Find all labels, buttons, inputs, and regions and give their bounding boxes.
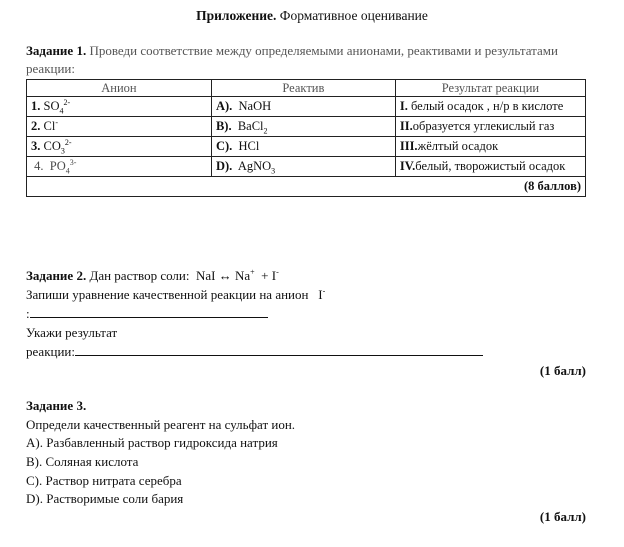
task2-ion: I [318,287,323,302]
task2-line2 [26,285,325,304]
task3-points: (1 балл) [539,509,586,524]
anion-number: 3. [31,139,41,153]
table-row [27,137,586,157]
column-header-result: Результат реакции [395,80,585,97]
result-text: белый осадок , н/р в кислоте [410,99,564,113]
anion-subscript: 4 [59,106,64,116]
reagent-formula: NaOH [238,99,272,113]
reagent-cell [211,97,395,117]
task3-option-d: D). Растворимые соли бария [26,491,184,506]
anion-cell [27,137,212,157]
task2-result-line [26,342,483,361]
anion-charge: - [55,117,58,127]
anion-subscript: 4 [65,166,70,176]
task3-option-c: C). Раствор нитрата серебра [26,473,182,488]
result-cell [395,117,585,137]
result-cell [395,137,585,157]
task2-equation-line [26,304,268,323]
anion-number: 2. [31,119,41,133]
result-numeral: III. [399,139,418,153]
result-text: образуется углекислый газ [412,119,555,133]
anion-charge: 3- [69,157,77,167]
task1-table [26,79,586,197]
result-text: жёлтый осадок [417,139,499,153]
task3-option-b: B). Соляная кислота [26,454,139,469]
reagent-formula: HCl [238,139,260,153]
task2-line4: Укажи результат [26,325,118,340]
anion-subscript: 3 [60,146,65,156]
anion-formula: CO [43,139,61,153]
task3-option-a: A). Разбавленный раствор гидроксида натрия [26,435,278,450]
result-answer-line [75,342,483,356]
equation-answer-line [30,304,268,318]
table-header-row [27,80,586,97]
column-header-anion: Анион [27,80,212,97]
anion-number: 1. [31,99,41,113]
task1-points: (8 баллов) [27,177,586,197]
anion-formula: SO [43,99,60,113]
task3-label-line [26,396,86,415]
reagent-letter: B). [215,119,232,133]
task2-intro: Дан раствор соли: [89,268,190,283]
task1-text: Проведи соответствие между определяемыми анионами, реактивами и результатами реакции: [26,43,558,76]
result-cell [395,157,585,177]
reagent-cell [211,117,395,137]
reagent-cell [211,137,395,157]
anion-cell [27,117,212,137]
task2-ion-charge: - [322,286,326,296]
anion-cell [27,157,212,177]
reagent-subscript: 3 [271,166,276,176]
table-row [27,157,586,177]
reagent-subscript: 2 [263,126,268,136]
task1-prompt [26,42,586,78]
task2-label: Задание 2. [26,268,87,283]
task2-formula-right: + I [261,268,277,283]
task2-colon: : [26,306,30,321]
reagent-letter: C). [215,139,233,153]
column-header-reagent: Реактив [211,80,395,97]
task2-points: (1 балл) [539,363,586,378]
reagent-letter: D). [215,159,233,173]
title-bold: Приложение. [196,8,277,23]
task3-label: Задание 3. [26,398,87,413]
result-cell [395,97,585,117]
reagent-formula: BaCl [237,119,264,133]
result-numeral: IV. [399,159,416,173]
task2-instruction: Запиши уравнение качественной реакции на анион [26,287,309,302]
anion-formula: PO [49,159,66,173]
table-row [27,117,586,137]
points-row [27,177,586,197]
anion-cell [27,97,212,117]
page-title [0,8,624,24]
task2-formula-left: NaI ↔ Na [195,268,251,283]
anion-charge: 2- [64,137,72,147]
task2-formula-right-charge: - [276,267,279,277]
task2-result-label: реакции: [26,344,75,359]
anion-charge: 2- [63,97,71,107]
table-row [27,97,586,117]
anion-number: 4. [34,159,44,173]
title-rest: Формативное оценивание [279,8,428,23]
task1-label: Задание 1. [26,43,87,58]
reagent-formula: AgNO [237,159,272,173]
anion-formula: Cl [43,119,56,133]
result-numeral: I. [399,99,408,113]
task2-line1 [26,266,279,285]
reagent-cell [211,157,395,177]
result-text: белый, творожистый осадок [415,159,566,173]
task3-question: Определи качественный реагент на сульфат ион. [26,417,296,432]
task2-formula-left-charge: + [250,267,255,277]
result-numeral: II. [399,119,413,133]
reagent-letter: A). [215,99,233,113]
